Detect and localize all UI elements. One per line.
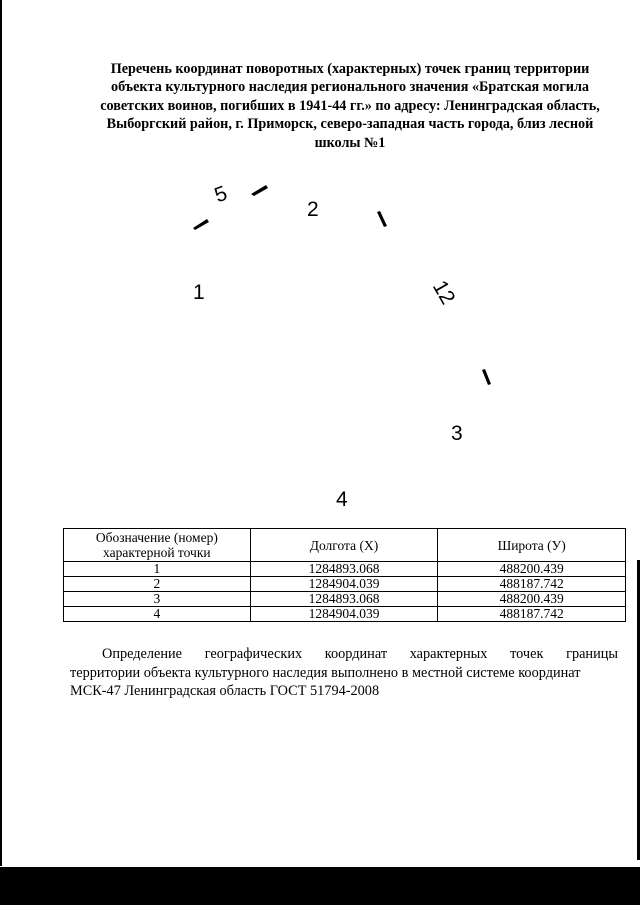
note-line-3: МСК-47 Ленинградская область ГОСТ 51794-2008 bbox=[70, 683, 380, 699]
title-line-5: школы №1 bbox=[314, 134, 386, 151]
title-line-1: Перечень координат поворотных (характерных) точек границ территории bbox=[110, 61, 590, 77]
boundary-mark-3 bbox=[373, 210, 389, 230]
cell-longitude: 1284893.068 bbox=[250, 562, 438, 577]
header-latitude: Широта (У) bbox=[438, 529, 626, 562]
table-header-row bbox=[64, 529, 626, 562]
table-row bbox=[64, 592, 626, 607]
cell-point-number: 4 bbox=[64, 607, 251, 622]
point-label-4: 4 bbox=[336, 488, 348, 511]
cell-longitude: 1284904.039 bbox=[250, 607, 438, 622]
table-row bbox=[64, 607, 626, 622]
boundary-mark-1 bbox=[248, 182, 270, 198]
point-label-3: 3 bbox=[451, 422, 463, 445]
note-line-1: Определение географических координат характерных точек границы bbox=[102, 646, 618, 662]
coordinate-system-note bbox=[70, 645, 618, 701]
table-row bbox=[64, 577, 626, 592]
header-point-number: Обозначение (номер) характерной точки bbox=[64, 529, 251, 562]
table-row bbox=[64, 562, 626, 577]
note-line-2: территории объекта культурного наследия выполнено в местной системе координат bbox=[70, 664, 581, 681]
title-line-4: Выборгский район, г. Приморск, северо-западная часть города, близ лесной bbox=[106, 116, 594, 133]
coordinates-table bbox=[63, 528, 626, 622]
cell-longitude: 1284893.068 bbox=[250, 592, 438, 607]
cell-point-number: 2 bbox=[64, 577, 251, 592]
cell-latitude: 488200.439 bbox=[438, 592, 626, 607]
scan-bottom-bar bbox=[0, 867, 640, 905]
boundary-diagram bbox=[0, 170, 640, 520]
cell-latitude: 488187.742 bbox=[438, 607, 626, 622]
document-title bbox=[70, 60, 630, 152]
cell-latitude: 488200.439 bbox=[438, 562, 626, 577]
title-line-3: советских воинов, погибших в 1941-44 гг.» по адресу: Ленинградская область, bbox=[100, 97, 600, 114]
header-longitude: Долгота (X) bbox=[250, 529, 438, 562]
title-line-2: объекта культурного наследия регионального значения «Братская могила bbox=[110, 79, 590, 96]
cell-longitude: 1284904.039 bbox=[250, 577, 438, 592]
point-label-1: 1 bbox=[193, 281, 205, 304]
boundary-mark-2 bbox=[190, 216, 212, 232]
point-label-2: 2 bbox=[307, 198, 319, 221]
boundary-mark-4 bbox=[478, 368, 494, 388]
cell-point-number: 3 bbox=[64, 592, 251, 607]
point-label-12: 12 bbox=[427, 276, 460, 309]
point-label-5: 5 bbox=[211, 181, 231, 208]
cell-latitude: 488187.742 bbox=[438, 577, 626, 592]
cell-point-number: 1 bbox=[64, 562, 251, 577]
